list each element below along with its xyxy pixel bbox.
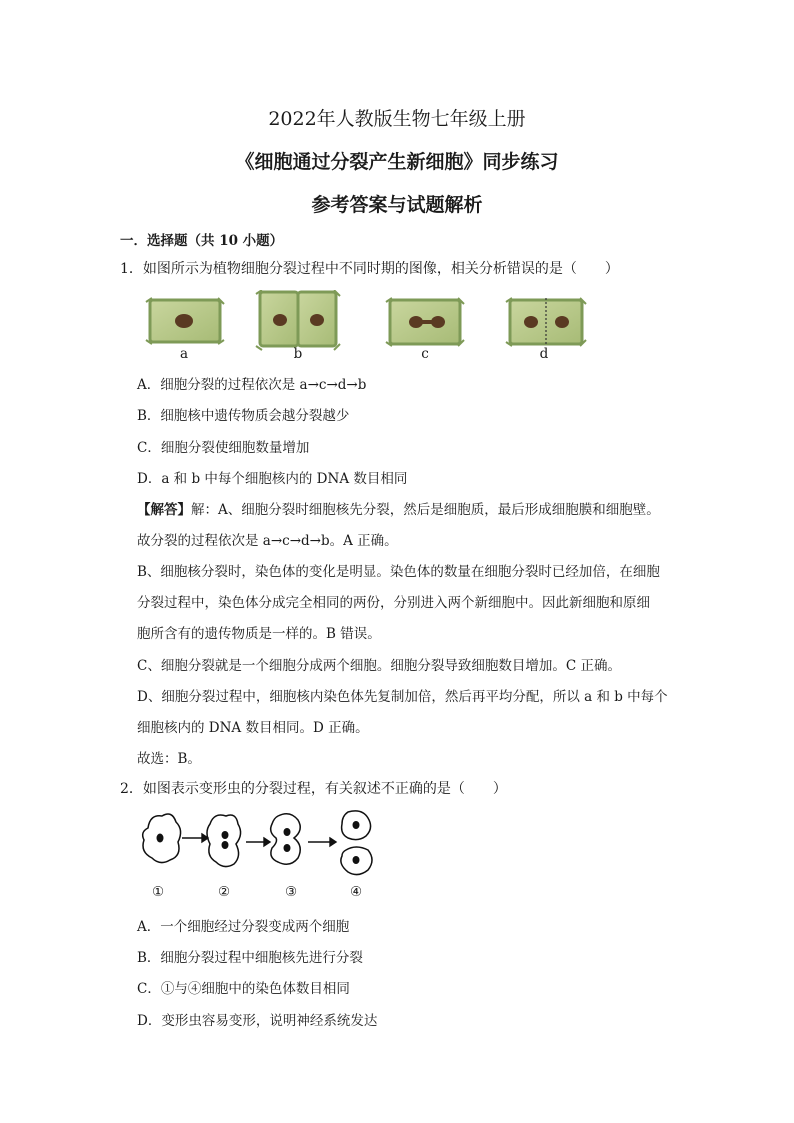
q1-analysis-line-3: B、细胞核分裂时，染色体的变化是明显。染色体的数量在细胞分裂时已经加倍，在细胞 [137, 564, 660, 580]
figure-label-c: c [421, 346, 429, 362]
analysis-tag: 【解答】 [137, 502, 191, 518]
cell-c [386, 298, 464, 346]
answer-title: 参考答案与试题解析 [311, 194, 483, 216]
q2-option-a: A．一个细胞经过分裂变成两个细胞 [137, 919, 350, 935]
q1-analysis-line-7: D、细胞分裂过程中，细胞核内染色体先复制加倍，然后再平均分配，所以 a 和 b 中每个 [137, 689, 668, 705]
q1-option-a: A．细胞分裂的过程依次是 a→c→d→b [137, 377, 367, 393]
cell-b [256, 290, 340, 350]
q2-option-b: B．细胞分裂过程中细胞核先进行分裂 [137, 950, 363, 966]
q1-option-b: B．细胞核中遗传物质会越分裂越少 [137, 408, 350, 424]
q1-choice: 故选：B。 [137, 751, 201, 767]
q1-analysis-line-2: 故分裂的过程依次是 a→c→d→b。A 正确。 [137, 533, 398, 549]
q2-option-c: C．①与④细胞中的染色体数目相同 [137, 981, 350, 997]
q1-analysis-line-6: C、细胞分裂就是一个细胞分成两个细胞。细胞分裂导致细胞数目增加。C 正确。 [137, 658, 621, 674]
q1-analysis-line-5: 胞所含有的遗传物质是一样的。B 错误。 [137, 626, 381, 642]
figure-label-1: ① [151, 884, 165, 900]
figure-label-4: ④ [349, 884, 363, 900]
amoeba-3 [271, 814, 301, 865]
q1-option-d: D．a 和 b 中每个细胞核内的 DNA 数目相同 [137, 471, 408, 487]
figure-label-b: b [293, 346, 303, 362]
question-1-stem: 1．如图所示为植物细胞分裂过程中不同时期的图像，相关分析错误的是（ ） [120, 261, 619, 277]
analysis-text: 解：A、细胞分裂时细胞核先分裂，然后是细胞质，最后形成细胞膜和细胞壁。 [191, 502, 660, 518]
q1-option-c: C．细胞分裂使细胞数量增加 [137, 440, 310, 456]
cell-d [506, 298, 586, 346]
figure-label-3: ③ [284, 884, 298, 900]
figure-label-a: a [179, 346, 189, 362]
question-2-stem: 2．如图表示变形虫的分裂过程，有关叙述不正确的是（ ） [120, 781, 507, 797]
figure-label-2: ② [217, 884, 231, 900]
q1-analysis-line-1 [137, 498, 660, 518]
cell-a [146, 298, 224, 344]
q2-option-d: D．变形虫容易变形，说明神经系统发达 [137, 1013, 378, 1029]
amoeba-2 [207, 815, 241, 867]
figure-label-d: d [539, 346, 549, 362]
q1-analysis-line-8: 细胞核内的 DNA 数目相同。D 正确。 [137, 720, 369, 736]
section-heading: 一．选择题（共 10 小题） [120, 233, 284, 249]
q1-analysis-line-4: 分裂过程中，染色体分成完全相同的两份，分别进入两个新细胞中。因此新细胞和原细 [137, 595, 650, 611]
right-arrow-icon [182, 834, 336, 846]
amoeba-division-figure [138, 808, 388, 888]
page-title: 2022年人教版生物七年级上册 [268, 108, 526, 130]
page-subtitle: 《细胞通过分裂产生新细胞》同步练习 [235, 151, 559, 173]
